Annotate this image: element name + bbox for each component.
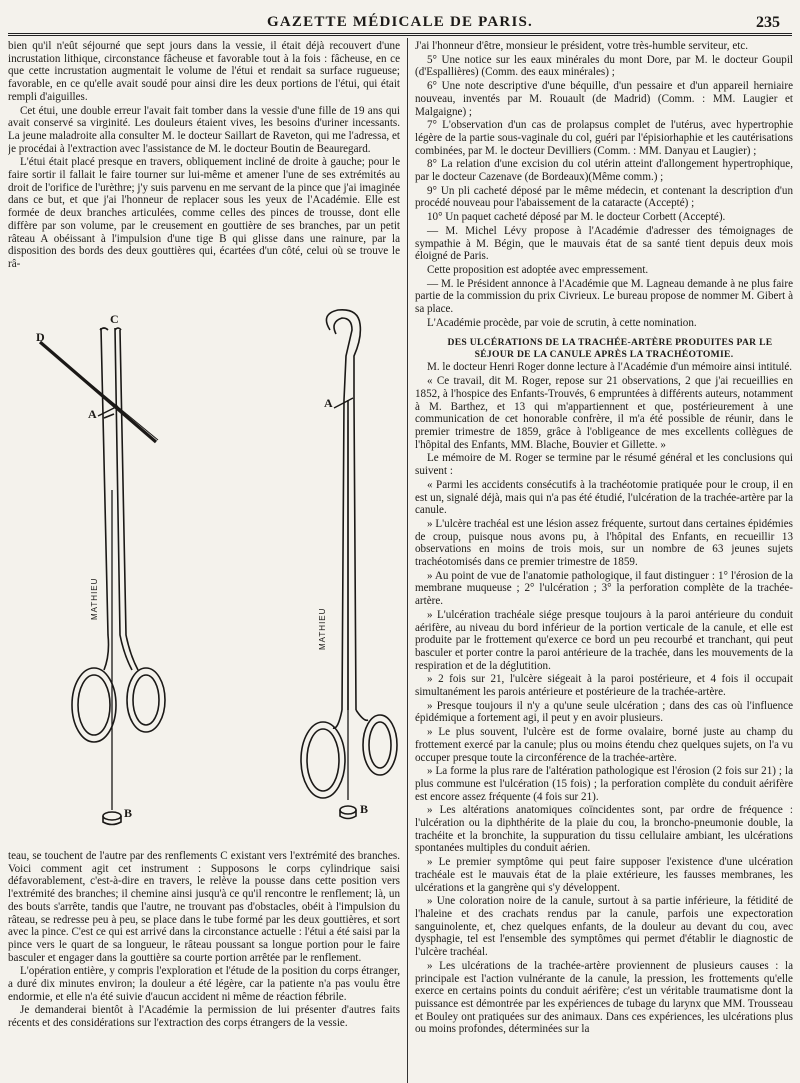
paragraph: Je demanderai bientôt à l'Académie la permission de lui présenter d'autres faits récents et des considérations sur l'extraction des corps étrangers de la vessie.	[8, 1004, 400, 1030]
paragraph: L'étui était placé presque en travers, obliquement incliné de droite à gauche; pour le faire sortir il fallait le faire tourner sur lui-même et amener l'une de ses extrémités au droit de l'orifice de l'urèthre; j'y suis parvenu en me servant de la pince que j'ai imaginée dans ce but, et que j'ai l'honneur de replacer sous les yeux de l'Académie. Elle est formée de deux branches articulées, comme celles des pinces de trousse, dont elle diffère par son volume, par le creusement en gouttière de ses branches, par un petit râteau A obéissant à l'impulsion d'une tige B qui glisse dans une rainure, par la disposition des bords des deux gouttières qui, écartées d'un côté, celui où se trouve le râ-	[8, 156, 400, 270]
list-item: 9° Un pli cacheté déposé par le même médecin, et contenant la description d'un procédé nouveau pour l'abaissement de la cataracte (Accepté) ;	[415, 184, 793, 210]
paragraph: » Le premier symptôme qui peut faire supposer l'existence d'une ulcération trachéale est le mauvais état de la plaie extérieure, les fausses membranes, les ulcérations et la gangrène qui s'y développent.	[415, 856, 793, 894]
label-b: B	[124, 806, 133, 820]
page-header	[0, 0, 800, 31]
forceps-illustration	[8, 290, 400, 850]
paragraph: » Une coloration noire de la canule, surtout à sa partie inférieure, la fétidité de l'haleine et des crachats rendus par la canule, parfois une expectoration sanguinolente, et, chez quelques enfants, de la douleur au devant du cou, avec dysphagie, tel est l'ensemble des symptômes qui permet d'établir le diagnostic de l'ulcère trachéal.	[415, 895, 793, 959]
paragraph: » L'ulcère trachéal est une lésion assez fréquente, surtout dans certaines épidémies de croup, puisque nous avons pu, à l'hôpital des Enfants, en recueillir 13 observations en moins de trois mois, sur un nombre de 63 jeunes sujets trachéotomisés dans ce premier trimestre de 1859.	[415, 517, 793, 569]
list-item: 6° Une note descriptive d'une béquille, d'un pessaire et d'un appareil herniaire nouveau, inventés par M. Rouault (de Madrid) (Comm. : MM. Laugier et Malgaigne) ;	[415, 80, 793, 118]
paragraph: Cette proposition est adoptée avec empressement.	[427, 263, 649, 276]
paragraph: teau, se touchent de l'autre par des renflements C existant vers l'extrémité des branches. Voici comment agit cet instrument : Supposons le corps cylindrique saisi défavorablement, c'est-à-dire en travers, le relève la pousse dans cette position vers l'extrémité des branches; il chemine ainsi jusqu'à ce qu'il rencontre le renflement; là, un des bouts s'arrête, tandis que l'autre, ne trouvant pas d'obstacles, obéit à l'impulsion du râteau, se redresse peu à peu, se place dans le tube formé par les deux gouttières, et sort avec la pince. C'est ce qui est arrivé dans la circonstance actuelle : l'étui a été saisi par la pince vers le quart de sa longueur, le râteau poussant sa longue portion pour le faire basculer et engager dans la gouttière sa courte portion arrêtée par le renflement.	[8, 850, 400, 964]
header-rule	[8, 33, 792, 34]
paragraph: L'opération entière, y compris l'exploration et l'étude de la position du corps étranger, a duré dix minutes environ; la douleur a été légère, car la patiente n'a pas voulu être endormie, et elle n'a été suivie d'aucun accident ni même de réaction fébrile.	[8, 965, 400, 1003]
maker-mark: MATHIEU	[90, 577, 99, 620]
list-item: 7° L'observation d'un cas de prolapsus complet de l'utérus, avec hypertrophie légère de la partie sous-vaginale du col, guéri par l'épisiorhaphie et les cautérisations combinées, par M. le docteur Devilliers (Comm. : MM. Danyau et Laugier) ;	[415, 119, 793, 157]
paragraph: Cet étui, une double erreur l'avait fait tomber dans la vessie d'une fille de 19 ans qui avait conservé sa virginité. Les douleurs étaient vives, les besoins d'uriner incessants. La jeune maladroite alla consulter M. le docteur Saillart de Raveton, qui me l'adressa, et je procédai à l'extraction avec l'assistance de M. le docteur Boutin de Beauregard.	[8, 104, 400, 155]
right-column	[415, 40, 793, 1083]
paragraph: » 2 fois sur 21, l'ulcère siégeait à la paroi postérieure, et 4 fois il occupait simultanément les parois antérieure et postérieure de la trachée-artère.	[415, 673, 793, 699]
label-a-right: A	[324, 396, 333, 410]
paragraph: » La forme la plus rare de l'altération pathologique est l'érosion (2 fois sur 21) ; la plus commune est l'ulcération (15 fois) ; la perforation complète du conduit aérifère est encore assez fréquente (4 fois sur 21).	[415, 765, 793, 803]
paragraph: » Le plus souvent, l'ulcère est de forme ovalaire, borné juste au champ du frottement exercé par la canule; plus ou moins étendu chez quelques sujets, on l'a vu occuper presque toute la circonférence de la trachée-artère.	[415, 726, 793, 764]
paragraph: « Ce travail, dit M. Roger, repose sur 21 observations, 2 que j'ai recueillies en 1852, à l'hospice des Enfants-Trouvés, 6 empruntées à différents auteurs, notamment à M. Barthez, et 13 qui m'appartiennent et que, postérieurement à une communication de cet honorable confrère, il m'a été possible de réunir, dans le premier trimestre de 1859, grâce à l'obligeance de mes excellents collègues de l'hôpital des Enfants, MM. Blache, Bouvier et Gillette. »	[415, 375, 793, 451]
label-a: A	[88, 407, 97, 421]
paragraph: bien qu'il n'eût séjourné que sept jours dans la vessie, il était déjà recouvert d'une incrustation lithique, circonstance fâcheuse et favorable tout à la fois : fâcheuse, en ce que cette incrustation augmentait le volume de l'étui et rendait sa surface rugueuse; favorable, en ce qu'elle avait soudé pour ainsi dire les deux portions de l'étui, qui était rempli d'aiguilles.	[8, 40, 400, 103]
page-number: 235	[756, 14, 780, 31]
list-item: 10° Un paquet cacheté déposé par M. le docteur Corbett (Accepté).	[427, 211, 726, 224]
paragraph: — M. le Président annonce à l'Académie que M. Lagneau demande à ne plus faire partie de la commission du prix Civrieux. Le bureau propose de nommer M. Gibert à sa place.	[415, 277, 793, 316]
maker-mark: MATHIEU	[318, 607, 327, 650]
header-rule-double	[8, 35, 792, 36]
paragraph: M. le docteur Henri Roger donne lecture à l'Académie d'un mémoire ainsi intitulé.	[427, 361, 793, 374]
label-c: C	[110, 312, 119, 326]
column-divider	[407, 38, 408, 1083]
label-d: D	[36, 330, 45, 344]
paragraph: — M. Michel Lévy propose à l'Académie d'adresser des témoignages de sympathie à M. Bégin, que le mauvais état de sa santé tient depuis deux mois éloigné de Paris.	[415, 224, 793, 263]
paragraph: » Presque toujours il n'y a qu'une seule ulcération ; dans des cas où l'influence épidémique a fortement agi, il peut y en avoir plusieurs.	[415, 699, 793, 725]
forceps-drawing	[8, 290, 400, 850]
label-b-right: B	[360, 802, 369, 816]
section-heading: DES ULCÉRATIONS DE LA TRACHÉE-ARTÈRE PRODUITES PAR LE SÉJOUR DE LA CANULE APRÈS LA TRACHÉOTOMIE.	[447, 337, 773, 360]
paragraph: » Les altérations anatomiques coïncidentes sont, par ordre de fréquence : l'ulcération ou la diphthérite de la plaie du cou, la broncho-pneumonie double, la trachéite et la bronchite, la suppuration du tissu cellulaire ambiant, les ulcérations spontanées multiples du conduit aérien.	[415, 804, 793, 855]
paragraph: J'ai l'honneur d'être, monsieur le président, votre très-humble serviteur, etc.	[415, 40, 749, 52]
paragraph: » Les ulcérations de la trachée-artère proviennent de plusieurs causes : la principale est l'action vulnérante de la canule, la pression, les frottements qu'elle exerce en certains points du conduit aérifère; c'est un véritable traumatisme dont la puissance est démontrée par les expériences de tubage du larynx que MM. Trousseau et Bouley ont pratiquées sur des animaux. Dans ces expériences, les ulcérations plus ou moins profondes, déterminées sur la	[415, 959, 793, 1036]
journal-title: GAZETTE MÉDICALE DE PARIS.	[267, 14, 533, 30]
paragraph: L'Académie procède, par voie de scrutin, à cette nomination.	[427, 316, 697, 329]
paragraph: » Au point de vue de l'anatomie pathologique, il faut distinguer : 1° l'érosion de la membrane muqueuse ; 2° l'ulcération ; 3° la perforation complète de la trachée-artère.	[415, 569, 793, 608]
paragraph: » L'ulcération trachéale siége presque toujours à la paroi antérieure du conduit aérifère, au niveau du bord inférieur de la portion verticale de la canule, et elle est produite par le frottement qu'exerce ce bord un peu recourbé et tranchant, qui peut basculer et porter contre la paroi antérieure de la trachée, dans les mouvements de la respiration et de la déglutition.	[415, 608, 793, 672]
list-item: 5° Une notice sur les eaux minérales du mont Dore, par M. le docteur Goupil (d'Espallières) (Comm. des eaux minérales) ;	[415, 53, 793, 79]
paragraph: Le mémoire de M. Roger se termine par le résumé général et les conclusions qui suivent :	[415, 452, 793, 478]
paragraph: « Parmi les accidents consécutifs à la trachéotomie pratiquée pour le croup, il en est un, signalé déjà, mais qui n'a pas été étudié, l'ulcération de la trachée-artère par la canule.	[415, 478, 793, 517]
left-column-bottom	[8, 850, 400, 1083]
list-item: 8° La relation d'une excision du col utérin atteint d'allongement hypertrophique, par le docteur Cazenave (de Bordeaux)(Même comm.) ;	[415, 158, 793, 184]
